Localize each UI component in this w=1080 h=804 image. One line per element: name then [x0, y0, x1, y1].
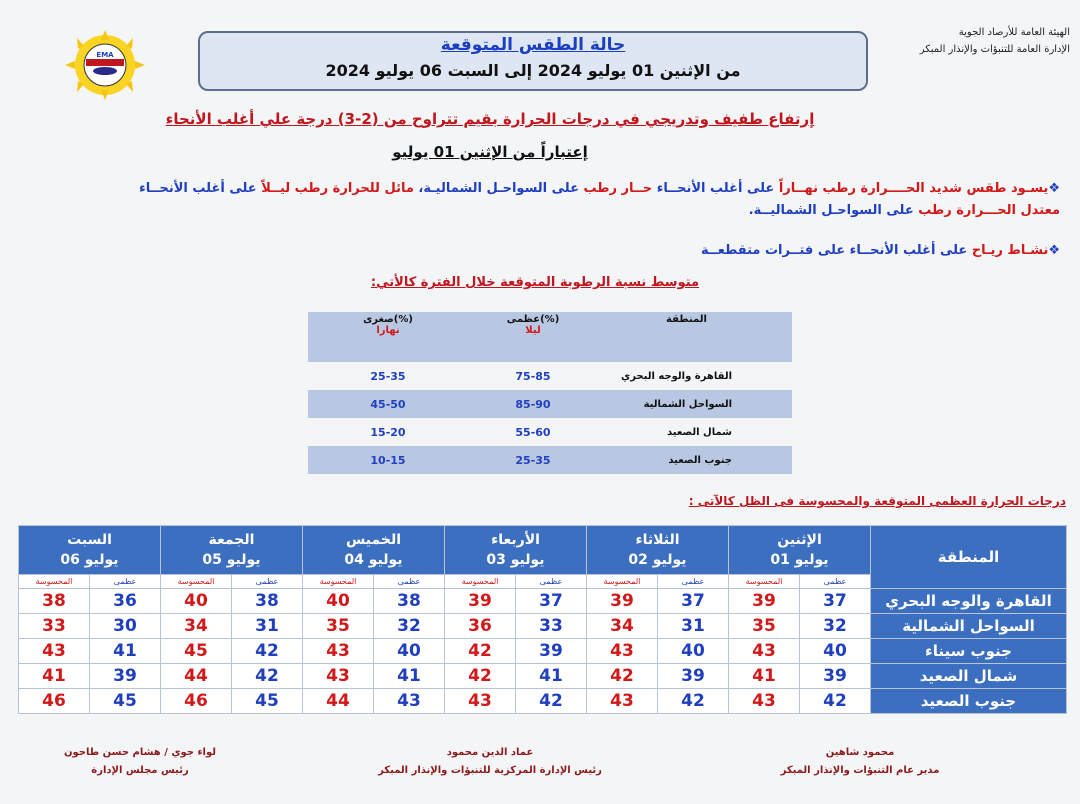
- max-temp: 41: [516, 664, 587, 689]
- logo-text: EMA: [96, 51, 114, 59]
- max-temp: 32: [800, 614, 871, 639]
- feels-like-temp: 41: [19, 664, 90, 689]
- humidity-row: [308, 418, 792, 446]
- feels-like-label: المحسوسة: [729, 575, 800, 589]
- max-temp: 30: [90, 614, 161, 639]
- region-name: السواحل الشمالية: [871, 614, 1067, 639]
- max-label: عظمى: [90, 575, 161, 589]
- temperature-row: [19, 664, 1067, 689]
- feels-like-temp: 40: [303, 589, 374, 614]
- temperature-table: [18, 525, 1067, 714]
- feels-like-temp: 40: [161, 589, 232, 614]
- max-temp: 41: [374, 664, 445, 689]
- weather-bullet-2: [20, 240, 1060, 262]
- region-name: جنوب الصعيد: [871, 689, 1067, 714]
- subheadline: إعتباراً من الإثنين 01 يوليو: [392, 143, 588, 161]
- region-name: شمال الصعيد: [871, 664, 1067, 689]
- bullet-mark: ❖: [1048, 243, 1060, 258]
- max-temp: 42: [516, 689, 587, 714]
- max-temp: 42: [232, 639, 303, 664]
- temperature-row: [19, 639, 1067, 664]
- day-name: الثلاثاء: [635, 532, 680, 548]
- day-date: 05 يوليو: [202, 552, 261, 568]
- max-temp: 37: [800, 589, 871, 614]
- max-temp: 36: [90, 589, 161, 614]
- day-header: [729, 526, 871, 575]
- feels-like-temp: 35: [303, 614, 374, 639]
- max-temp: 37: [516, 589, 587, 614]
- day-name: الخميس: [345, 532, 402, 548]
- max-temp: 45: [90, 689, 161, 714]
- feels-like-temp: 35: [729, 614, 800, 639]
- feels-like-temp: 42: [445, 664, 516, 689]
- title-box: [198, 31, 868, 91]
- humidity-min: 10-15: [308, 446, 468, 474]
- org-name: الهيئة العامة للأرصاد الجوية: [958, 27, 1070, 38]
- max-temp: 40: [800, 639, 871, 664]
- bullet-mark: ❖: [1048, 181, 1060, 196]
- feels-like-temp: 43: [303, 639, 374, 664]
- feels-like-temp: 39: [729, 589, 800, 614]
- day-date: 02 يوليو: [628, 552, 687, 568]
- max-temp: 33: [516, 614, 587, 639]
- max-temp: 32: [374, 614, 445, 639]
- max-temp: 39: [516, 639, 587, 664]
- signature-role: مدير عام التنبؤات والإنذار المبكر: [780, 765, 940, 776]
- signature-role: رئيس مجلس الإدارة: [91, 765, 189, 776]
- col-sublabel: ليلا: [525, 325, 541, 336]
- max-temp: 38: [232, 589, 303, 614]
- max-temp: 39: [90, 664, 161, 689]
- signature-name: عماد الدين محمود: [446, 747, 534, 758]
- humidity-header-row: [308, 312, 792, 362]
- region-header: المنطقة: [871, 526, 1067, 589]
- humidity-region: القاهرة والوجه البحري: [621, 370, 732, 382]
- humidity-row: [308, 362, 792, 390]
- max-temp: 39: [800, 664, 871, 689]
- feels-like-temp: 39: [587, 589, 658, 614]
- humidity-max: 85-90: [468, 390, 598, 418]
- bullet-text: يسـود طقس شديد الحــــرارة رطب نهــاراً: [778, 181, 1049, 196]
- humidity-table: [308, 312, 792, 474]
- day-header: [19, 526, 161, 575]
- page-title: حالة الطقس المتوقعة: [440, 35, 626, 55]
- day-name: السبت: [67, 532, 112, 548]
- temperature-row: [19, 689, 1067, 714]
- max-temp: 31: [232, 614, 303, 639]
- humidity-title: متوسط نسبة الرطوبة المتوقعة خلال الفترة كالأتي:: [370, 275, 700, 290]
- max-label: عظمى: [232, 575, 303, 589]
- signature-3: [40, 744, 240, 780]
- humidity-row: [308, 446, 792, 474]
- feels-like-temp: 43: [303, 664, 374, 689]
- max-temp: 45: [232, 689, 303, 714]
- humidity-min: 25-35: [370, 369, 406, 383]
- max-temp: 31: [658, 614, 729, 639]
- temperature-title: درجات الحرارة العظمى المتوقعة والمحسوسة فى الظل كالآتى :: [688, 494, 1066, 508]
- day-date: 03 يوليو: [486, 552, 545, 568]
- ema-logo: [50, 30, 160, 100]
- max-label: عظمى: [374, 575, 445, 589]
- feels-like-label: المحسوسة: [303, 575, 374, 589]
- day-name: الجمعة: [208, 532, 255, 548]
- feels-like-temp: 34: [161, 614, 232, 639]
- signature-2: [360, 744, 620, 780]
- region-name: جنوب سيناء: [871, 639, 1067, 664]
- feels-like-temp: 43: [587, 689, 658, 714]
- max-temp: 38: [374, 589, 445, 614]
- feels-like-temp: 36: [445, 614, 516, 639]
- feels-like-temp: 42: [587, 664, 658, 689]
- signature-name: محمود شاهين: [825, 747, 895, 758]
- feels-like-temp: 43: [729, 639, 800, 664]
- max-temp: 43: [374, 689, 445, 714]
- feels-like-temp: 45: [161, 639, 232, 664]
- region-name: القاهرة والوجه البحري: [871, 589, 1067, 614]
- temperature-days-row: [19, 526, 1067, 575]
- feels-like-temp: 33: [19, 614, 90, 639]
- humidity-region: شمال الصعيد: [667, 426, 732, 438]
- day-name: الأربعاء: [491, 532, 540, 548]
- feels-like-temp: 42: [445, 639, 516, 664]
- max-temp: 39: [658, 664, 729, 689]
- day-date: 06 يوليو: [60, 552, 119, 568]
- feels-like-temp: 43: [19, 639, 90, 664]
- feels-like-label: المحسوسة: [161, 575, 232, 589]
- humidity-col-min: [308, 312, 468, 362]
- feels-like-temp: 43: [587, 639, 658, 664]
- humidity-region: السواحل الشمالية: [598, 390, 792, 418]
- organization-header: [920, 24, 1070, 58]
- feels-like-temp: 41: [729, 664, 800, 689]
- feels-like-temp: 43: [729, 689, 800, 714]
- max-temp: 42: [232, 664, 303, 689]
- day-header: [161, 526, 303, 575]
- max-label: عظمى: [516, 575, 587, 589]
- max-temp: 37: [658, 589, 729, 614]
- feels-like-temp: 39: [445, 589, 516, 614]
- day-date: 01 يوليو: [770, 552, 829, 568]
- max-label: عظمى: [658, 575, 729, 589]
- humidity-max: 55-60: [515, 425, 551, 439]
- feels-like-temp: 44: [303, 689, 374, 714]
- day-date: 04 يوليو: [344, 552, 403, 568]
- col-label: صغرى(%): [363, 314, 413, 325]
- feels-like-label: المحسوسة: [587, 575, 658, 589]
- max-temp: 41: [90, 639, 161, 664]
- max-temp: 42: [800, 689, 871, 714]
- bullet-text: على أغلب الأنحــاء: [652, 181, 779, 196]
- day-header: [303, 526, 445, 575]
- humidity-col-region: المنطقة: [598, 312, 792, 362]
- bullet-text: على السواحـل الشماليـة،: [413, 181, 584, 196]
- signature-name: لواء جوي / هشام حسن طاحون: [63, 747, 217, 758]
- bullet-text: مائل للحرارة رطب ليــلاً: [261, 181, 414, 196]
- feels-like-temp: 43: [445, 689, 516, 714]
- feels-like-temp: 38: [19, 589, 90, 614]
- temperature-row: [19, 614, 1067, 639]
- max-label: عظمى: [800, 575, 871, 589]
- temperature-row: [19, 589, 1067, 614]
- bullet-text: حــار رطب: [583, 181, 653, 196]
- bullet-text: معتدل الحـــرارة رطب: [918, 203, 1060, 218]
- feels-like-temp: 34: [587, 614, 658, 639]
- max-temp: 42: [658, 689, 729, 714]
- day-name: الإثنين: [777, 532, 822, 548]
- humidity-min: 45-50: [308, 390, 468, 418]
- humidity-region: جنوب الصعيد: [598, 446, 792, 474]
- humidity-max: 25-35: [468, 446, 598, 474]
- headline: إرتفاع طفيف وتدريجي في درجات الحرارة بقيم تتراوح من (2-3) درجة علي أغلب الأنحاء: [165, 110, 815, 128]
- signature-role: رئيس الإدارة المركزية للتنبؤات والإنذار المبكر: [378, 765, 602, 776]
- humidity-max: 75-85: [515, 369, 551, 383]
- col-label: عظمى(%): [506, 314, 560, 325]
- bullet-text: نشـاط ريـاح: [971, 243, 1049, 258]
- day-header: [587, 526, 729, 575]
- feels-like-temp: 44: [161, 664, 232, 689]
- feels-like-temp: 46: [161, 689, 232, 714]
- max-temp: 40: [374, 639, 445, 664]
- bullet-text: على السواحـل الشماليــة.: [748, 203, 919, 218]
- bullet-text: على أغلب الأنحــاء على فتــرات متقطعــة: [700, 243, 972, 258]
- weather-bullet-1: [20, 178, 1060, 222]
- feels-like-label: المحسوسة: [19, 575, 90, 589]
- max-temp: 40: [658, 639, 729, 664]
- humidity-min: 15-20: [370, 425, 406, 439]
- humidity-col-max: [468, 312, 598, 362]
- signature-1: [750, 744, 970, 780]
- feels-like-label: المحسوسة: [445, 575, 516, 589]
- humidity-row: [308, 390, 792, 418]
- bullet-text: على أغلب الأنحــاء: [139, 181, 262, 196]
- forecast-period: من الإثنين 01 يوليو 2024 إلى السبت 06 يوليو 2024: [325, 61, 741, 80]
- feels-like-temp: 46: [19, 689, 90, 714]
- org-department: الإدارة العامة للتنبؤات والإنذار المبكر: [919, 44, 1070, 55]
- col-sublabel: نهارا: [376, 325, 400, 336]
- day-header: [445, 526, 587, 575]
